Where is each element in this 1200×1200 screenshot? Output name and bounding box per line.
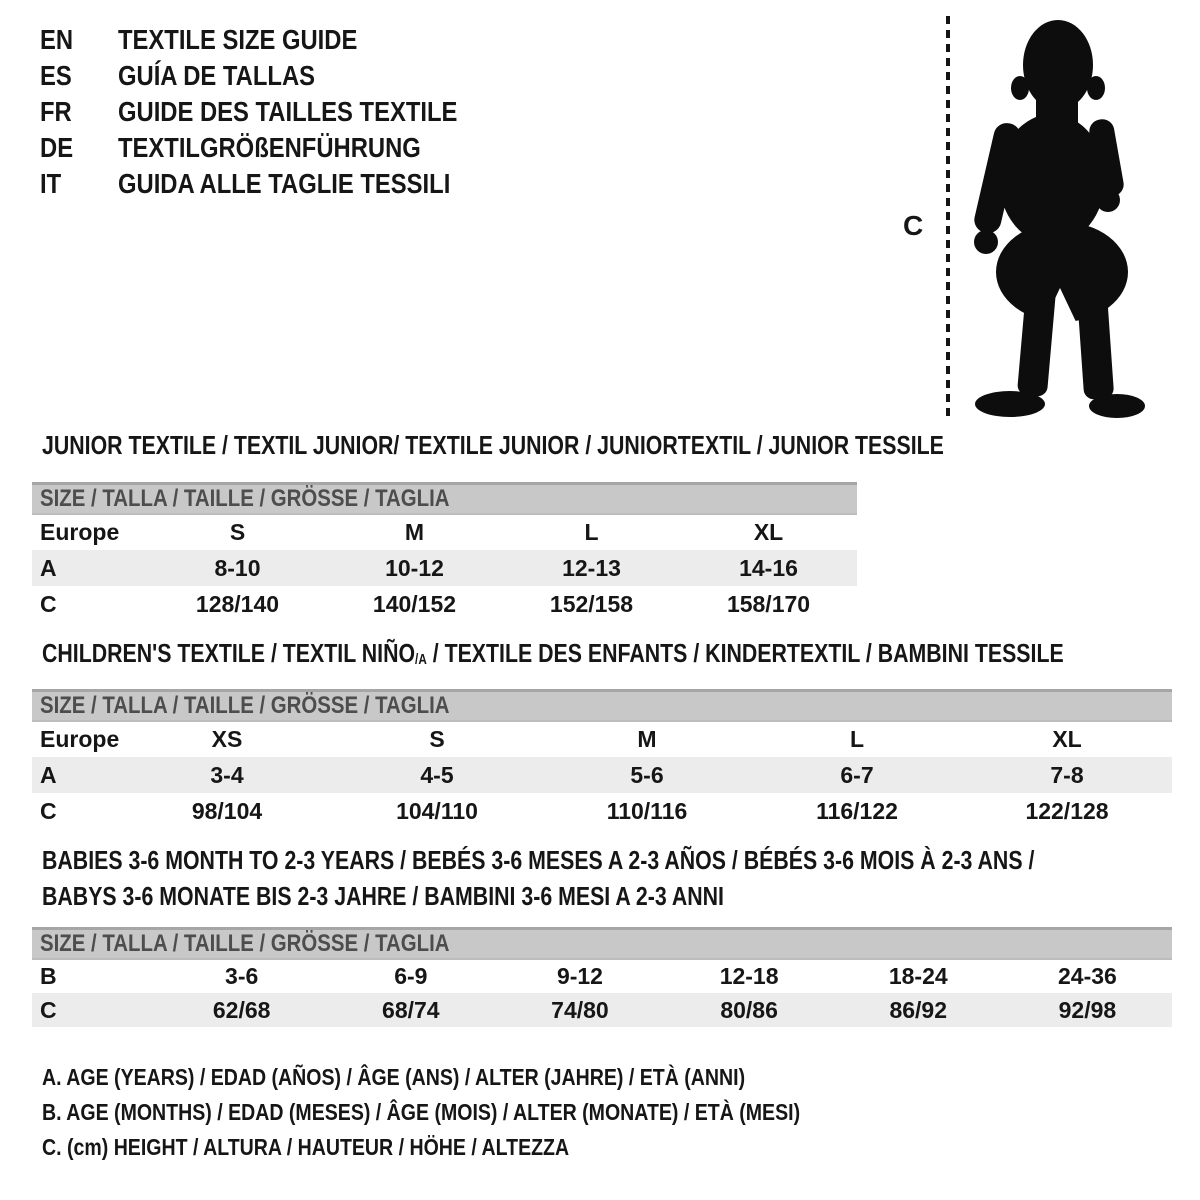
row-label-cell: C: [40, 797, 57, 824]
size-cell: XL: [753, 519, 784, 545]
value-cell: 128/140: [195, 590, 280, 617]
language-title-list: [40, 22, 517, 202]
legend-line-c: C. (cm) HEIGHT / ALTURA / HAUTEUR / HÖHE / ALTEZZA: [42, 1134, 570, 1160]
language-row-it: [40, 166, 517, 202]
table-row: [32, 993, 1172, 1027]
table-row: [32, 721, 1172, 757]
row-label-cell: C: [40, 590, 57, 617]
children-size-table: [32, 689, 1172, 829]
value-cell: 116/122: [816, 797, 898, 824]
value-cell: 6-7: [752, 757, 962, 793]
value-cell: 3-4: [122, 757, 332, 793]
row-label-cell: A: [32, 757, 122, 793]
value-cell: 92/98: [1003, 993, 1172, 1027]
value-cell: 9-12: [556, 963, 603, 989]
language-code: DE: [40, 132, 74, 163]
language-row-fr: [40, 94, 517, 130]
size-cell: M: [404, 519, 425, 545]
language-row-en: [40, 22, 517, 58]
value-cell: 7-8: [962, 757, 1172, 793]
baby-silhouette-icon: [972, 14, 1147, 418]
height-measure-label: C: [903, 210, 924, 241]
value-cell: 152/158: [549, 590, 634, 617]
size-header-bar: SIZE / TALLA / TAILLE / GRÖSSE / TAGLIA: [32, 484, 857, 515]
value-cell: 68/74: [326, 993, 495, 1027]
table-row: [32, 793, 1172, 829]
language-code: FR: [40, 96, 72, 127]
table-row: [32, 757, 1172, 793]
size-cell: S: [429, 726, 445, 752]
value-cell: 14-16: [680, 550, 857, 586]
value-cell: 5-6: [542, 757, 752, 793]
height-measure-dashed-line: [946, 16, 950, 416]
babies-size-table: [32, 927, 1172, 1027]
value-cell: 86/92: [834, 993, 1003, 1027]
value-cell: 140/152: [372, 590, 457, 617]
language-code: ES: [40, 60, 72, 91]
row-label-cell: B: [40, 963, 57, 989]
table-row: [32, 586, 857, 622]
value-cell: 4-5: [332, 757, 542, 793]
guide-title-it: GUIDA ALLE TAGLIE TESSILI: [118, 168, 451, 199]
guide-title-fr: GUIDE DES TAILLES TEXTILE: [118, 96, 458, 127]
size-cell: XL: [1052, 726, 1082, 752]
size-header-bar: SIZE / TALLA / TAILLE / GRÖSSE / TAGLIA: [32, 929, 1172, 960]
size-cell: L: [849, 726, 865, 752]
table-row: [32, 959, 1172, 993]
value-cell: 6-9: [394, 963, 428, 989]
value-cell: 12-18: [719, 963, 779, 989]
size-cell: M: [637, 726, 657, 752]
value-cell: 18-24: [888, 963, 948, 989]
region-label-cell: Europe: [40, 519, 120, 545]
value-cell: 12-13: [503, 550, 680, 586]
junior-section-title: JUNIOR TEXTILE / TEXTIL JUNIOR/ TEXTILE JUNIOR / JUNIORTEXTIL / JUNIOR TESSILE: [42, 430, 944, 460]
size-cell: L: [584, 519, 599, 545]
babies-section-title-line2: BABYS 3-6 MONATE BIS 2-3 JAHRE / BAMBINI 3-6 MESI A 2-3 ANNI: [42, 881, 724, 911]
children-section-title: CHILDREN'S TEXTILE / TEXTIL NIÑO/A / TEXTILE DES ENFANTS / KINDERTEXTIL / BAMBINI TESSILE: [42, 638, 1064, 668]
value-cell: 74/80: [495, 993, 664, 1027]
row-label-cell: A: [32, 550, 149, 586]
guide-title-en: TEXTILE SIZE GUIDE: [118, 24, 358, 55]
guide-title-es: GUÍA DE TALLAS: [118, 60, 316, 91]
region-label-cell: Europe: [40, 726, 120, 752]
value-cell: 104/110: [396, 797, 478, 824]
language-code: EN: [40, 24, 74, 55]
value-cell: 158/170: [726, 590, 811, 617]
language-row-es: [40, 58, 517, 94]
value-cell: 110/116: [606, 797, 688, 824]
language-code: IT: [40, 168, 62, 199]
table-row: [32, 514, 857, 550]
legend-line-b: B. AGE (MONTHS) / EDAD (MESES) / ÂGE (MOIS) / ALTER (MONATE) / ETÀ (MESI): [42, 1099, 801, 1125]
row-label-cell: C: [32, 993, 157, 1027]
babies-section-title-line1: BABIES 3-6 MONTH TO 2-3 YEARS / BEBÉS 3-6 MESES A 2-3 AÑOS / BÉBÉS 3-6 MOIS À 2-3 ANS /: [42, 845, 1035, 875]
table-row: [32, 550, 857, 586]
measurement-legend: [42, 1064, 934, 1169]
value-cell: 122/128: [1025, 797, 1109, 824]
language-row-de: [40, 130, 517, 166]
junior-size-table: [32, 482, 857, 622]
value-cell: 24-36: [1057, 963, 1117, 989]
value-cell: 98/104: [191, 797, 263, 824]
size-header-bar: SIZE / TALLA / TAILLE / GRÖSSE / TAGLIA: [32, 691, 1172, 722]
value-cell: 10-12: [326, 550, 503, 586]
value-cell: 62/68: [157, 993, 326, 1027]
title-subscript: /A: [415, 652, 427, 668]
guide-title-de: TEXTILGRÖßENFÜHRUNG: [118, 132, 421, 163]
value-cell: 8-10: [149, 550, 326, 586]
value-cell: 80/86: [665, 993, 834, 1027]
size-cell: XS: [211, 726, 243, 752]
size-cell: S: [229, 519, 246, 545]
value-cell: 3-6: [225, 963, 259, 989]
legend-line-a: A. AGE (YEARS) / EDAD (AÑOS) / ÂGE (ANS) / ALTER (JAHRE) / ETÀ (ANNI): [42, 1064, 746, 1090]
